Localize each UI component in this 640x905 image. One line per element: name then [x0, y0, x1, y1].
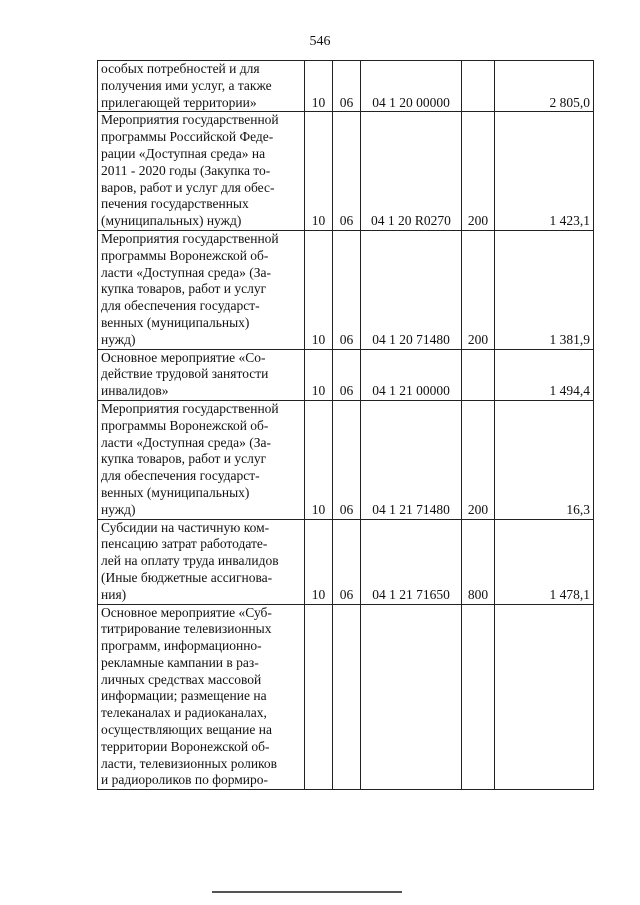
target-article-cell: 04 1 20 71480	[361, 230, 462, 349]
section-code-cell: 10	[305, 230, 333, 349]
description-line: программы Российской Феде-	[101, 129, 274, 145]
description-line: программы Воронежской об-	[101, 417, 269, 433]
description-line: рации «Доступная среда» на	[101, 145, 266, 161]
expense-type-cell	[462, 349, 495, 400]
amount-cell: 1 478,1	[495, 519, 594, 604]
table-row	[98, 61, 594, 112]
section-code-cell: 10	[305, 61, 333, 112]
description-cell	[98, 400, 305, 519]
table-row	[98, 349, 594, 400]
description-line: личных средствах массовой	[101, 671, 262, 687]
description-line: титрирование телевизионных	[101, 621, 272, 637]
description-line: купка товаров, работ и услуг	[101, 451, 267, 467]
target-article-cell: 04 1 20 R0270	[361, 112, 462, 231]
table-row	[98, 400, 594, 519]
expense-type-cell: 200	[462, 112, 495, 231]
amount-cell: 1 381,9	[495, 230, 594, 349]
description-line: и радиороликов по формиро-	[101, 772, 268, 788]
section-code-cell	[305, 604, 333, 790]
description-line: получения ими услуг, а также	[101, 77, 272, 93]
description-cell	[98, 112, 305, 231]
table-row	[98, 230, 594, 349]
subsection-code-cell: 06	[333, 112, 361, 231]
description-line: информации; размещение на	[101, 688, 267, 704]
description-line: лей на оплату труда инвалидов	[101, 553, 279, 569]
target-article-cell: 04 1 21 71650	[361, 519, 462, 604]
table-row	[98, 112, 594, 231]
description-line: варов, работ и услуг для обес-	[101, 179, 275, 195]
subsection-code-cell	[333, 604, 361, 790]
description-line: печения государственных	[101, 196, 249, 212]
budget-table	[97, 60, 594, 790]
description-cell	[98, 230, 305, 349]
subsection-code-cell: 06	[333, 400, 361, 519]
description-line: действие трудовой занятости	[101, 366, 269, 382]
amount-cell: 1 423,1	[495, 112, 594, 231]
description-line: (муниципальных) нужд)	[101, 213, 242, 229]
section-code-cell: 10	[305, 400, 333, 519]
expense-type-cell	[462, 61, 495, 112]
description-line: особых потребностей и для	[101, 61, 260, 76]
page-number: 546	[309, 34, 331, 49]
subsection-code-cell: 06	[333, 519, 361, 604]
amount-cell: 2 805,0	[495, 61, 594, 112]
description-line: осуществляющих вещание на	[101, 722, 272, 738]
expense-type-cell	[462, 604, 495, 790]
expense-type-cell: 200	[462, 230, 495, 349]
table-row	[98, 519, 594, 604]
description-line: инвалидов»	[101, 383, 169, 399]
description-line: Мероприятия государственной	[101, 112, 279, 128]
description-line: ласти «Доступная среда» (За-	[101, 264, 272, 280]
description-line: ласти «Доступная среда» (За-	[101, 434, 272, 450]
scan-edge-mark	[212, 891, 402, 893]
description-line: пенсацию затрат работодате-	[101, 536, 268, 552]
description-line: венных (муниципальных)	[101, 314, 250, 330]
section-code-cell: 10	[305, 112, 333, 231]
description-line: Основное мероприятие «Со-	[101, 349, 266, 365]
description-line: 2011 - 2020 годы (Закупка то-	[101, 162, 271, 178]
description-line: нужд)	[101, 501, 136, 517]
description-line: прилегающей территории»	[101, 94, 257, 110]
description-line: телеканалах и радиоканалах,	[101, 705, 267, 721]
description-line: ласти, телевизионных роликов	[101, 755, 278, 771]
description-line: нужд)	[101, 331, 136, 347]
subsection-code-cell: 06	[333, 61, 361, 112]
description-cell	[98, 519, 305, 604]
description-line: венных (муниципальных)	[101, 484, 250, 500]
target-article-cell	[361, 604, 462, 790]
target-article-cell: 04 1 21 71480	[361, 400, 462, 519]
description-cell	[98, 61, 305, 112]
expense-type-cell: 200	[462, 400, 495, 519]
amount-cell: 1 494,4	[495, 349, 594, 400]
description-line: рекламные кампании в раз-	[101, 654, 259, 670]
amount-cell: 16,3	[495, 400, 594, 519]
description-line: территории Воронежской об-	[101, 738, 270, 754]
description-cell	[98, 349, 305, 400]
target-article-cell: 04 1 20 00000	[361, 61, 462, 112]
target-article-cell: 04 1 21 00000	[361, 349, 462, 400]
description-line: купка товаров, работ и услуг	[101, 281, 267, 297]
budget-table-body	[98, 61, 594, 790]
subsection-code-cell: 06	[333, 349, 361, 400]
description-line: для обеспечения государст-	[101, 298, 260, 314]
subsection-code-cell: 06	[333, 230, 361, 349]
description-line: ния)	[101, 586, 127, 602]
description-line: Мероприятия государственной	[101, 230, 279, 246]
description-line: (Иные бюджетные ассигнова-	[101, 569, 273, 585]
section-code-cell: 10	[305, 519, 333, 604]
expense-type-cell: 800	[462, 519, 495, 604]
description-line: Субсидии на частичную ком-	[101, 519, 270, 535]
description-line: Мероприятия государственной	[101, 400, 279, 416]
section-code-cell: 10	[305, 349, 333, 400]
table-row	[98, 604, 594, 790]
amount-cell	[495, 604, 594, 790]
description-line: программ, информационно-	[101, 638, 262, 654]
description-line: Основное мероприятие «Суб-	[101, 604, 272, 620]
description-line: программы Воронежской об-	[101, 247, 269, 263]
description-line: для обеспечения государст-	[101, 468, 260, 484]
description-cell	[98, 604, 305, 790]
